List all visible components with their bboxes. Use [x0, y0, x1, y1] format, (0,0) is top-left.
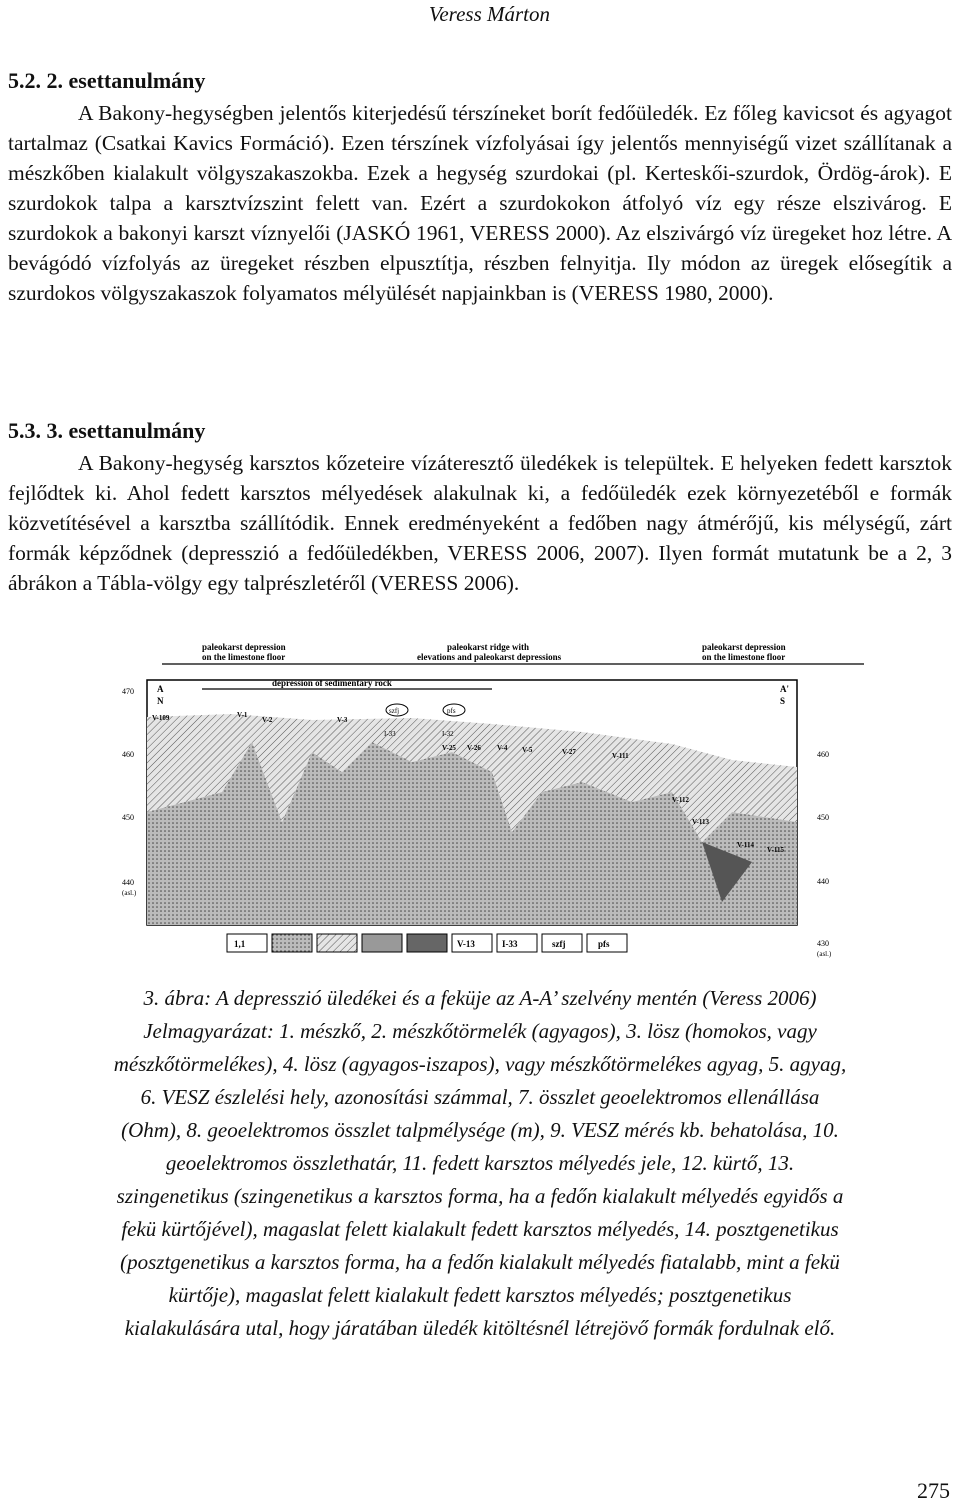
- legend-item: szfj: [552, 939, 566, 949]
- top-label-right: on the limestone floor: [702, 652, 786, 662]
- axis-tick: 440: [817, 877, 829, 886]
- legend-item: I-33: [502, 939, 518, 949]
- survey-point: V-115: [767, 846, 784, 854]
- section-title: 5.2. 2. esettanulmány: [8, 68, 206, 93]
- survey-point: V-26: [467, 744, 481, 752]
- top-label-left: on the limestone floor: [202, 652, 286, 662]
- caption-line: (Ohm), 8. geoelektromos összlet talpmélysége (m), 9. VESZ mérés kb. behatolása, 10.: [121, 1118, 839, 1142]
- survey-point: V-2: [262, 716, 273, 724]
- caption-line: 6. VESZ észlelési hely, azonosítási számmal, 7. összlet geoelektromos ellenállása: [140, 1085, 820, 1109]
- survey-point: V-27: [562, 748, 576, 756]
- axis-tick: 450: [817, 813, 829, 822]
- corner-label: A: [157, 684, 164, 694]
- corner-label: N: [157, 696, 164, 706]
- section-paragraph: [8, 98, 952, 308]
- axis-tick: 440: [122, 878, 134, 887]
- paragraph-text: A Bakony-hegység karsztos kőzeteire vízáteresztő üledékek is települtek. E helyeken fedett karsztok fejlődtek ki. Ahol fedett karsztos mélyedések alakulnak ki, a fedőüledék ezek környezetéből e formák közvetítésével a karsztba szállítódik. Ennek eredményeként a fedőben nagy átmérőjű, kis mélységű, zárt formák képződnek (depresszió a fedőüledékben, VERESS 2006, 2007). Ilyen formát mutatunk be a 2, 3 ábrákon a Tábla-völgy egy talprészletéről (VERESS 2006).: [8, 451, 952, 595]
- cross-section-figure: [112, 642, 864, 972]
- cross-section-diagram: [112, 642, 864, 972]
- survey-point: V-114: [737, 841, 754, 849]
- axis-tick: 430: [817, 939, 829, 948]
- top-label-middle: elevations and paleokarst depressions: [417, 652, 562, 662]
- survey-point: V-5: [522, 746, 533, 754]
- legend-item: 1,1: [234, 939, 246, 949]
- legend-item: V-13: [457, 939, 475, 949]
- survey-point: V-4: [497, 744, 508, 752]
- survey-point: V-111: [612, 752, 629, 760]
- survey-point: V-3: [337, 716, 348, 724]
- caption-line: mészkőtörmelékes), 4. lösz (agyagos-iszapos), vagy mészkőtörmelékes agyag, 5. agyag,: [113, 1052, 847, 1076]
- axis-tick: 460: [122, 750, 134, 759]
- caption-line: 3. ábra: A depresszió üledékei és a feküje az A-A’ szelvény mentén (Veress 2006): [143, 986, 817, 1010]
- corner-label: S: [780, 696, 786, 706]
- top-label-left: paleokarst depression: [202, 642, 286, 652]
- legend-item: pfs: [598, 939, 610, 949]
- top-label-middle: paleokarst ridge with: [447, 642, 529, 652]
- axis-unit: (asl.): [122, 889, 137, 897]
- section-paragraph: [8, 448, 952, 598]
- survey-point: V-25: [442, 744, 456, 752]
- axis-tick: 450: [122, 813, 134, 822]
- survey-point: V-109: [152, 714, 170, 722]
- marker-label: szfj: [389, 707, 400, 715]
- corner-label: A': [780, 684, 789, 694]
- caption-line: (posztgenetikus a karsztos forma, ha a fedőn kialakult mélyedés fiatalabb, mint a fekü: [120, 1250, 840, 1274]
- running-header: Veress Márton: [428, 2, 550, 26]
- caption-line: szingenetikus (szingenetikus a karsztos forma, ha a fedőn kialakult mélyedés egyidős a: [116, 1184, 844, 1208]
- top-label-right: paleokarst depression: [702, 642, 786, 652]
- section-title: 5.3. 3. esettanulmány: [8, 418, 206, 443]
- caption-line: geoelektromos összlethatár, 11. fedett karsztos mélyedés jele, 12. kürtő, 13.: [165, 1151, 795, 1175]
- caption-line: kürtője), magaslat felett kialakult fedett karsztos mélyedés; posztgenetikus: [168, 1283, 792, 1307]
- caption-line: kialakulására utal, hogy járatában üledék kitöltésnél létrejövő formák fordulnak elő.: [124, 1316, 836, 1340]
- paragraph-text: A Bakony-hegységben jelentős kiterjedésű térszíneket borít fedőüledék. Ez főleg kavicsot és agyagot tartalmaz (Csatkai Kavics Formáció). Ezen térszínek vízfolyásai így jelentős mennyiségű vizet szállítanak a mészkőben kialakult völgyszakaszokba. Ezek a hegység szurdokai (pl. Kerteskői-szurdok, Ördög-árok). E szurdokok talpa a karsztvízszint felett van. Ezért a szurdokokon átfolyó víz egy része elszivárog. E szurdokok a bakonyi karszt víznyelői (JASKÓ 1961, VERESS 2000). Az elszivárgó víz üregeket hoz létre. A bevágódó vízfolyás az üregeket részben elpusztítja, részben felnyitja. Ily módon az üregek elősegítik a szurdokos völgyszakaszok folyamatos mélyülését napjainkban is (VERESS 1980, 2000).: [8, 101, 952, 305]
- axis-tick: 470: [122, 687, 134, 696]
- sediment-label: depression of sedimentary rock: [272, 678, 392, 688]
- marker-label: pfs: [447, 707, 456, 715]
- survey-point: V-1: [237, 711, 248, 719]
- caption-line: fekü kürtőjével), magaslat felett kialakult fedett karsztos mélyedés, 14. posztgenetikus: [121, 1217, 839, 1241]
- figure-caption: [0, 982, 960, 1345]
- marker-label: I-32: [442, 730, 454, 738]
- survey-point: V-112: [672, 796, 689, 804]
- survey-point: V-113: [692, 818, 709, 826]
- axis-tick: 460: [817, 750, 829, 759]
- caption-line: Jelmagyarázat: 1. mészkő, 2. mészkőtörmelék (agyagos), 3. lösz (homokos, vagy: [143, 1019, 817, 1043]
- axis-unit: (asl.): [817, 950, 832, 958]
- marker-label: I-33: [384, 730, 396, 738]
- page-number: 275: [917, 1478, 950, 1503]
